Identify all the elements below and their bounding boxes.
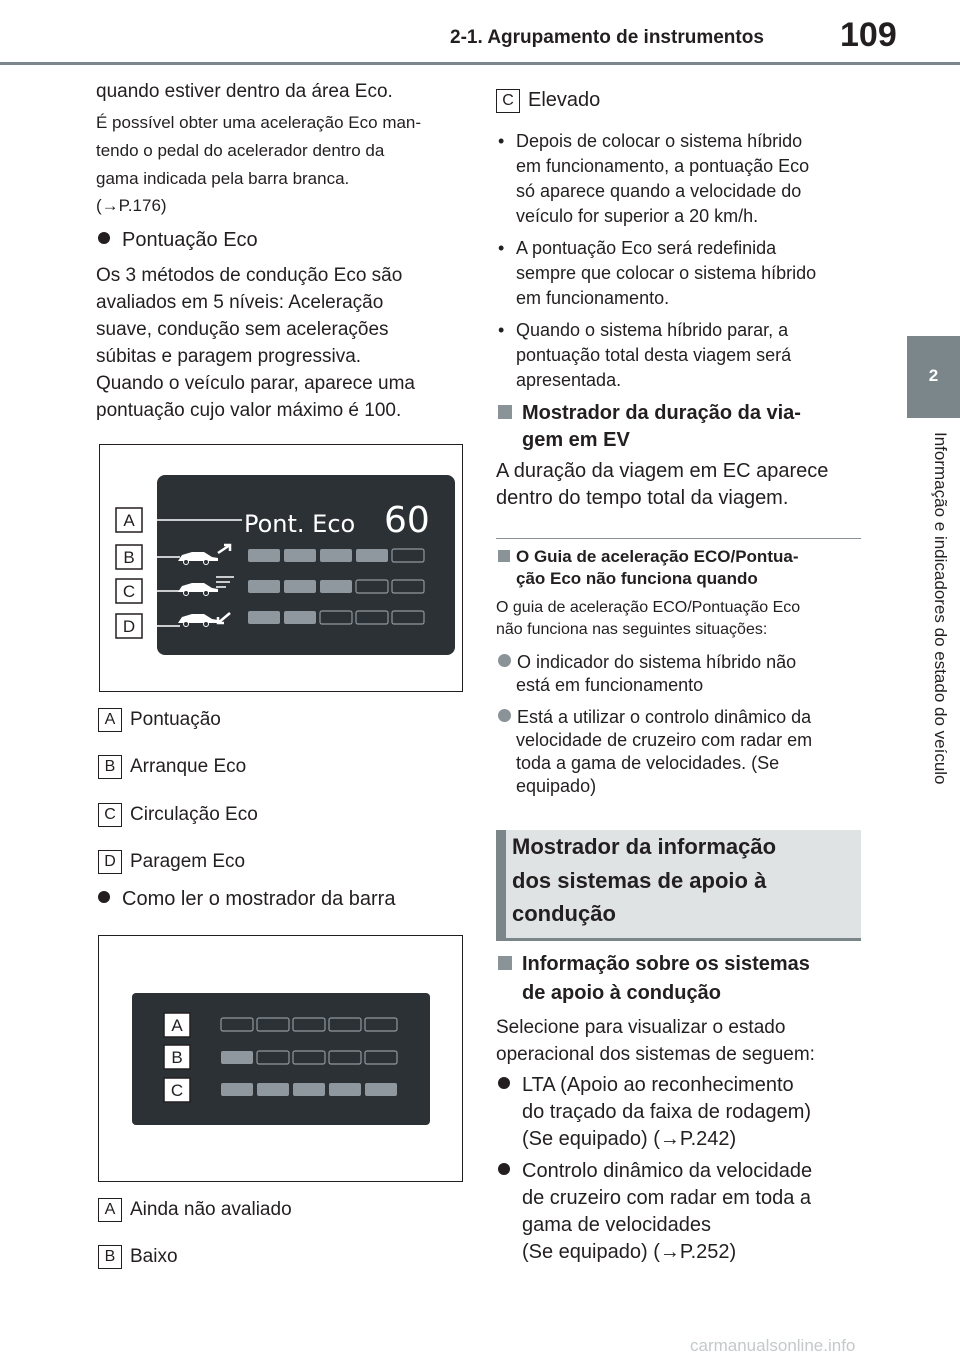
note-bullet: •	[498, 131, 505, 151]
paragraph-line: O guia de aceleração ECO/Pontuação Eco	[496, 599, 801, 616]
paragraph-line: gama indicada pela barra branca.	[96, 169, 350, 188]
legend-item	[98, 801, 258, 828]
wheel-icon	[204, 591, 209, 596]
legend-item	[496, 87, 600, 114]
legend-item	[98, 1243, 178, 1270]
list-text: (Se equipado) (→P.242)	[522, 1128, 737, 1150]
note-line: em funcionamento.	[516, 288, 670, 308]
display-score: 60	[384, 500, 430, 541]
list-item	[498, 1158, 812, 1185]
note-line: sempre que colocar o sistema híbrido	[516, 263, 817, 283]
note-bullet: •	[498, 238, 505, 258]
figure-label: A	[123, 511, 135, 530]
callout-line: dos sistemas de apoio à	[512, 868, 767, 893]
score-bar-segment	[320, 549, 352, 562]
legend-item	[98, 1196, 292, 1223]
paragraph-line: A duração da viagem em EC aparece	[496, 460, 829, 482]
legend-key: A	[98, 708, 122, 732]
subsection-heading-ev	[498, 400, 801, 427]
paragraph-line: (→P.176)	[96, 196, 167, 215]
legend-text: Paragem Eco	[130, 851, 246, 872]
note-bullet: •	[498, 320, 505, 340]
bullet-heading-text: Pontuação Eco	[122, 229, 258, 251]
heading-text: de apoio à condução	[522, 982, 721, 1004]
list-text: do traçado da faixa de rodagem)	[522, 1101, 812, 1123]
figure-label: C	[122, 582, 136, 601]
note-text: O indicador do sistema híbrido não	[517, 652, 797, 672]
note-text: toda a gama de velocidades. (Se	[516, 753, 780, 773]
score-bar-segment	[356, 549, 388, 562]
score-bar-segment	[293, 1083, 325, 1096]
wheel-icon	[204, 560, 209, 565]
bullet-heading-eco	[98, 227, 258, 254]
figure-label: D	[122, 617, 136, 636]
score-bar-segment	[248, 549, 280, 562]
square-bullet-icon	[498, 405, 512, 419]
note-line: Depois de colocar o sistema híbrido	[516, 131, 803, 151]
divider	[496, 538, 861, 539]
paragraph-line: Selecione para visualizar o estado	[496, 1017, 786, 1038]
legend-text: Circulação Eco	[130, 804, 258, 825]
score-bar-segment	[257, 1083, 289, 1096]
eco-score-figure	[99, 444, 463, 692]
list-text: de cruzeiro com radar em toda a	[522, 1187, 812, 1209]
list-item	[498, 1072, 794, 1099]
legend-text: Pontuação	[130, 709, 221, 730]
legend-item	[98, 753, 246, 780]
section-title: 2-1. Agrupamento de instrumentos	[450, 27, 764, 48]
callout-line: condução	[512, 901, 616, 926]
bullet-heading-bar	[98, 886, 395, 913]
list-text: Controlo dinâmico da velocidade	[522, 1160, 813, 1182]
note-line: só aparece quando a velocidade do	[516, 181, 802, 201]
note-line: em funcionamento, a pontuação Eco	[516, 156, 810, 176]
score-bar-segment	[365, 1083, 397, 1096]
note-line: apresentada.	[516, 370, 622, 390]
callout-accent	[496, 830, 506, 938]
page-number: 109	[840, 16, 897, 54]
figure-label: C	[170, 1081, 184, 1100]
note-line: A pontuação Eco será redefinida	[516, 238, 777, 258]
note-item	[498, 706, 811, 728]
wheel-icon	[204, 622, 209, 627]
paragraph-line: não funciona nas seguintes situações:	[496, 621, 768, 638]
list-text: gama de velocidades	[522, 1214, 712, 1236]
legend-text: Elevado	[528, 89, 601, 111]
callout-rule	[496, 938, 861, 941]
score-bar-segment	[284, 611, 316, 624]
note-line: Quando o sistema híbrido parar, a	[516, 320, 789, 340]
legend-text: Arranque Eco	[130, 756, 247, 777]
bullet-icon	[498, 1163, 510, 1175]
score-bar-segment	[221, 1083, 253, 1096]
heading-text: O Guia de aceleração ECO/Pontua-	[516, 547, 799, 566]
bullet-icon	[498, 709, 511, 722]
display-title: Pont. Eco	[244, 510, 356, 538]
square-bullet-icon	[498, 550, 510, 562]
callout-line: Mostrador da informação	[512, 834, 777, 859]
score-bar-segment	[248, 580, 280, 593]
eco-score-illustration	[100, 445, 462, 691]
paragraph-line: Os 3 métodos de condução Eco são	[96, 265, 403, 286]
score-bar-segment	[284, 580, 316, 593]
paragraph-line: súbitas e paragem progressiva.	[96, 346, 362, 367]
subsection-heading-info	[498, 951, 810, 978]
chapter-title: Informação e indicadores do estado do veículo	[931, 432, 950, 785]
legend-key: D	[98, 850, 122, 874]
paragraph: quando estiver dentro da área Eco.	[96, 81, 393, 102]
bullet-icon	[498, 654, 511, 667]
legend-text: Ainda não avaliado	[130, 1199, 292, 1220]
legend-key: A	[98, 1198, 122, 1222]
wheel-icon	[184, 591, 189, 596]
score-bar-segment	[284, 549, 316, 562]
bar-display-figure	[98, 935, 463, 1182]
note-text: equipado)	[516, 776, 597, 796]
figure-label: A	[171, 1016, 183, 1035]
figure-label: B	[123, 548, 135, 567]
watermark-text: carmanualsonline.info	[690, 1336, 856, 1355]
heading-text: Mostrador da duração da via-	[522, 402, 801, 424]
paragraph-line: avaliados em 5 níveis: Aceleração	[96, 292, 384, 313]
legend-text: Baixo	[130, 1246, 178, 1267]
heading-text: gem em EV	[522, 429, 630, 451]
square-bullet-icon	[498, 956, 512, 970]
note-item	[498, 651, 796, 673]
paragraph-line: operacional dos sistemas de seguem:	[496, 1044, 815, 1065]
section-callout	[496, 830, 861, 938]
score-bar-segment	[320, 580, 352, 593]
heading-text: Informação sobre os sistemas	[522, 953, 810, 975]
note-line: veículo for superior a 20 km/h.	[516, 206, 759, 226]
list-text: LTA (Apoio ao reconhecimento	[522, 1074, 794, 1096]
note-text: está em funcionamento	[516, 675, 704, 695]
paragraph-line: suave, condução sem acelerações	[96, 319, 389, 340]
score-bar-segment	[221, 1051, 253, 1064]
list-text: (Se equipado) (→P.252)	[522, 1241, 737, 1263]
legend-item	[98, 848, 245, 875]
legend-key: C	[496, 89, 520, 113]
bullet-icon	[98, 891, 110, 903]
wheel-icon	[184, 560, 189, 565]
note-text: Está a utilizar o controlo dinâmico da	[517, 707, 812, 727]
wheel-icon	[184, 622, 189, 627]
legend-key: B	[98, 755, 122, 779]
legend-key: B	[98, 1245, 122, 1269]
chapter-number: 2	[928, 366, 939, 385]
bullet-icon	[98, 232, 110, 244]
legend-item	[98, 706, 221, 733]
note-text: velocidade de cruzeiro com radar em	[516, 730, 813, 750]
paragraph-line: É possível obter uma aceleração Eco man-	[96, 113, 422, 132]
header-rule	[0, 62, 960, 65]
paragraph-line: tendo o pedal do acelerador dentro da	[96, 141, 385, 160]
figure-label: B	[171, 1048, 183, 1067]
note-line: pontuação total desta viagem será	[516, 345, 792, 365]
paragraph-line: dentro do tempo total da viagem.	[496, 487, 789, 509]
chapter-tab	[907, 336, 960, 418]
score-bar-segment	[329, 1083, 361, 1096]
paragraph-line: Quando o veículo parar, aparece uma	[96, 373, 415, 394]
score-bar-segment	[248, 611, 280, 624]
paragraph-line: pontuação cujo valor máximo é 100.	[96, 400, 402, 421]
bar-display-illustration	[99, 936, 462, 1181]
heading-text: ção Eco não funciona quando	[516, 569, 758, 588]
bullet-icon	[498, 1077, 510, 1089]
bullet-heading-text: Como ler o mostrador da barra	[122, 888, 396, 910]
legend-key: C	[98, 803, 122, 827]
